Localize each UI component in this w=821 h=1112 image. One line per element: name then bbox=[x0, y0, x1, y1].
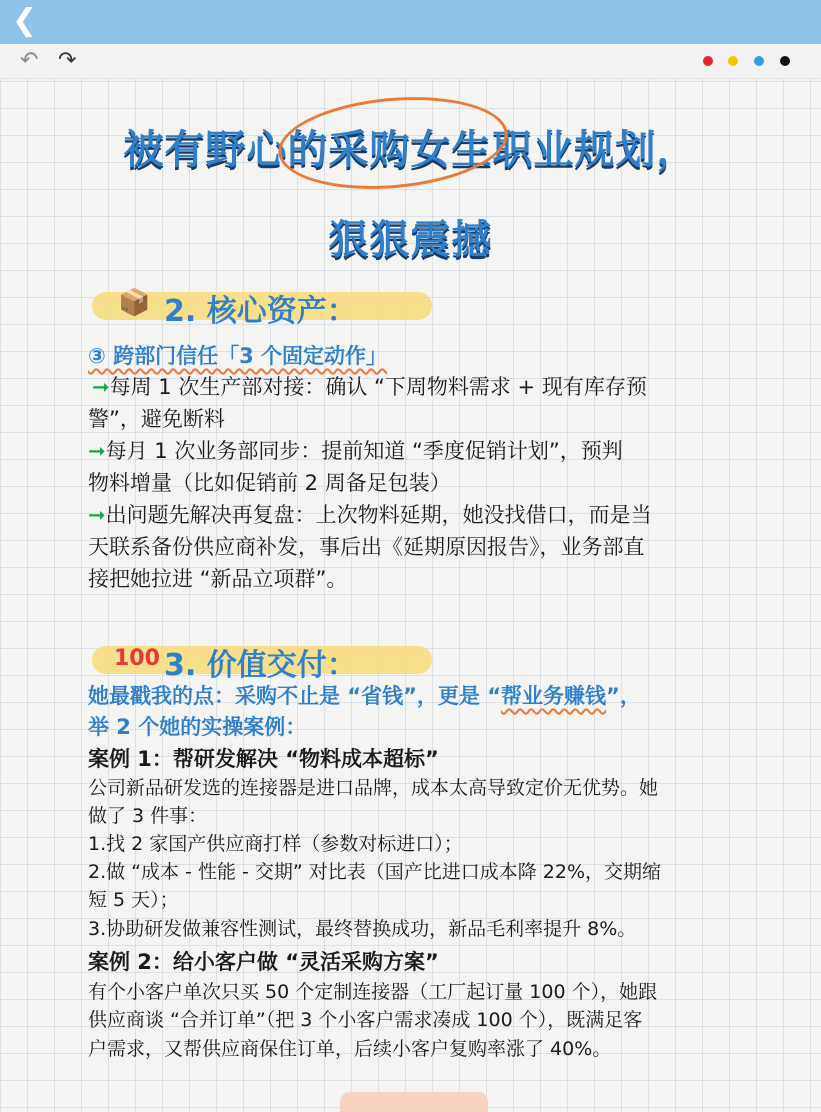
section-2-heading: 📦 2. 核心资产： bbox=[92, 286, 432, 322]
list-item-cont: 物料增量（比如促销前 2 周备足包装） bbox=[88, 471, 451, 495]
hundred-points-icon: 100 bbox=[114, 646, 160, 671]
case-2-line: 有个小客户单次只买 50 个定制连接器（工厂起订量 100 个），她跟 bbox=[88, 981, 658, 1003]
bottom-tab-button[interactable] bbox=[340, 1092, 488, 1112]
highlight-circle bbox=[275, 88, 512, 198]
right-arrow-icon: ➞ bbox=[92, 375, 110, 399]
list-item: ➞出问题先解决再复盘：上次物料延期，她没找借口，而是当 bbox=[88, 503, 652, 527]
section-3-intro-2: 举 2 个她的实操案例： bbox=[88, 715, 307, 739]
redo-icon[interactable]: ↷ bbox=[58, 48, 77, 73]
chevron-left-icon[interactable]: ❮ bbox=[12, 3, 38, 38]
section-2-subheading: ③ 跨部门信任「3 个固定动作」 bbox=[88, 344, 388, 368]
page-title: 被有野心的采购女生职业规划， bbox=[123, 127, 698, 173]
right-arrow-icon: ➞ bbox=[88, 439, 106, 463]
top-nav-bar bbox=[0, 0, 821, 44]
list-item-cont: 警”，避免断料 bbox=[88, 407, 225, 431]
case-1-title: 案例 1：帮研发解决 “物料成本超标” bbox=[88, 747, 439, 771]
list-item: ➞每周 1 次生产部对接：确认 “下周物料需求 + 现有库存预 bbox=[92, 375, 647, 399]
color-dot-black[interactable] bbox=[780, 56, 790, 66]
section-3-heading: 100 3. 价值交付： bbox=[92, 640, 432, 676]
editor-toolbar bbox=[0, 44, 821, 79]
color-dot-yellow[interactable] bbox=[728, 56, 738, 66]
list-item: ➞每月 1 次业务部同步：提前知道 “季度促销计划”，预判 bbox=[88, 439, 623, 463]
case-1-line: 做了 3 件事： bbox=[88, 805, 208, 827]
case-1-line: 1.找 2 家国产供应商打样（参数对标进口）； bbox=[88, 833, 463, 855]
page-subtitle: 狠狠震撼 bbox=[328, 217, 493, 263]
case-1-line: 短 5 天）； bbox=[88, 889, 179, 911]
section-3-intro: 她最戳我的点：采购不止是 “省钱”，更是 “帮业务赚钱”， bbox=[88, 684, 641, 708]
case-2-line: 供应商谈 “合并订单”（把 3 个小客户需求凑成 100 个），既满足客 bbox=[88, 1009, 643, 1031]
list-item-cont: 天联系备份供应商补发，事后出《延期原因报告》，业务部直 bbox=[88, 535, 645, 559]
color-dot-blue[interactable] bbox=[754, 56, 764, 66]
package-icon: 📦 bbox=[118, 288, 151, 318]
color-dot-red[interactable] bbox=[703, 56, 713, 66]
list-item-cont: 接把她拉进 “新品立项群”。 bbox=[88, 567, 348, 591]
case-2-title: 案例 2：给小客户做 “灵活采购方案” bbox=[88, 950, 439, 974]
case-2-line: 户需求，又帮供应商保住订单，后续小客户复购率涨了 40%。 bbox=[88, 1038, 612, 1060]
case-1-line: 公司新品研发选的连接器是进口品牌，成本太高导致定价无优势。她 bbox=[88, 777, 659, 799]
case-1-line: 3.协助研发做兼容性测试，最终替换成功，新品毛利率提升 8%。 bbox=[88, 918, 637, 940]
right-arrow-icon: ➞ bbox=[88, 503, 106, 527]
undo-icon[interactable]: ↶ bbox=[20, 48, 39, 73]
case-1-line: 2.做 “成本 - 性能 - 交期” 对比表（国产比进口成本降 22%，交期缩 bbox=[88, 861, 662, 883]
